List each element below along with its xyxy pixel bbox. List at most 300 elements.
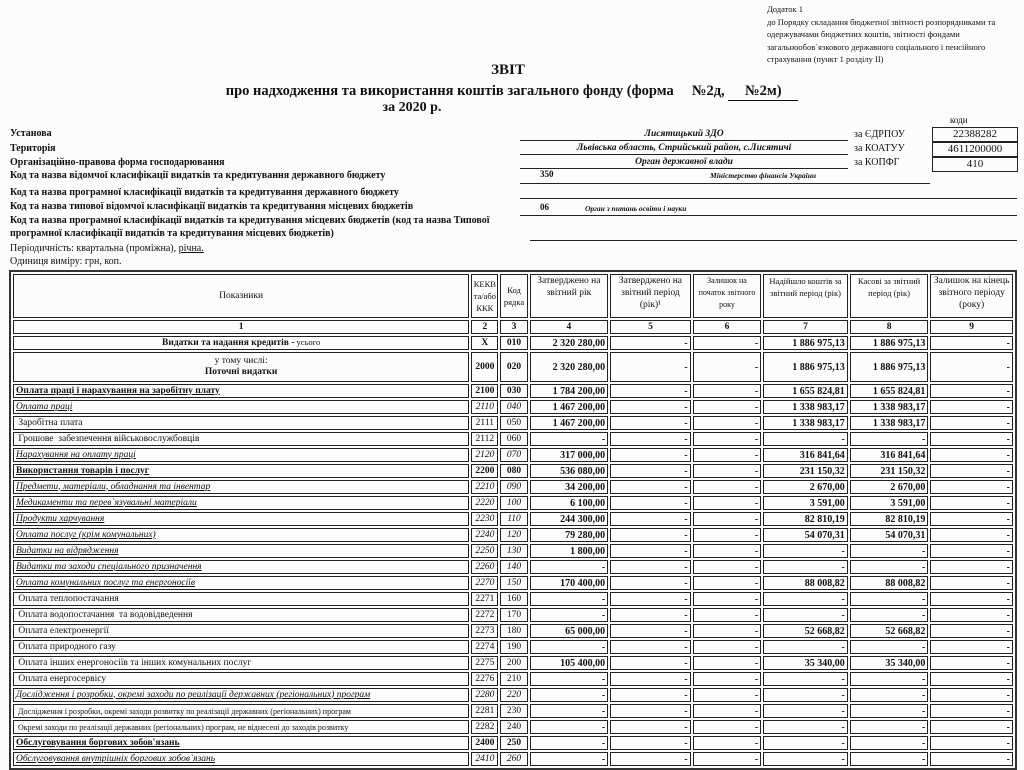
row-kekv: 2112 (471, 432, 498, 446)
row-indicator-name (13, 704, 469, 718)
row-value-cash: 35 340,00 (850, 656, 929, 670)
row-value-balance-end (930, 704, 1013, 718)
empty-dash: - (754, 497, 759, 509)
row-name-text: Оплата праці (16, 401, 73, 412)
col-number: 7 (763, 320, 848, 334)
row-kekv: 2100 (471, 384, 498, 398)
table-row (13, 752, 1013, 766)
empty-dash: - (684, 481, 688, 493)
row-value-received (763, 560, 848, 574)
empty-dash: - (922, 641, 926, 653)
row-value-cash: 1 338 983,17 (850, 416, 929, 430)
empty-dash: - (841, 721, 845, 733)
row-value-approved-period (610, 384, 691, 398)
kopfg-code: 410 (932, 157, 1018, 172)
row-value-balance-start (693, 640, 761, 654)
header-balance-end: Залишок на кінець звітного періоду (року) (930, 274, 1013, 318)
row-name-text: Оплата водопостачання та водовідведення (16, 609, 193, 620)
row-value-approved-year (530, 736, 609, 750)
row-value-balance-start (693, 336, 761, 350)
empty-dash: - (754, 577, 759, 589)
row-name-text: Обслуговування боргових зобов'язань (16, 737, 180, 748)
row-name-text: Дослідження і розробки, окремі заходи розвитку по реалізації державних (регіональних) програм (16, 706, 351, 716)
row-value-balance-start (693, 608, 761, 622)
codes-label: коди (950, 115, 968, 125)
empty-dash: - (1006, 449, 1010, 461)
empty-dash: - (841, 641, 845, 653)
row-kekv: 2230 (471, 512, 498, 526)
empty-dash: - (1006, 673, 1010, 685)
empty-dash: - (922, 561, 926, 573)
row-value-received: 82 810,19 (763, 512, 848, 526)
row-value-cash: 52 668,82 (850, 624, 929, 638)
row-value-received: 1 338 983,17 (763, 400, 848, 414)
row-value-balance-end (930, 432, 1013, 446)
row-kekv: 2210 (471, 480, 498, 494)
row-value-cash: 1 655 824,81 (850, 384, 929, 398)
appendix-line: одержувачами бюджетних коштів, звітності фондами (767, 29, 960, 39)
row-value-approved-year (530, 672, 609, 686)
row-value-approved-year (530, 688, 609, 702)
row-kekv: 2110 (471, 400, 498, 414)
row-value-cash (850, 640, 929, 654)
empty-dash: - (1006, 561, 1010, 573)
row-kekv: 2400 (471, 736, 498, 750)
empty-dash: - (684, 385, 688, 397)
table-row (13, 432, 1013, 446)
row-kekv: 2273 (471, 624, 498, 638)
row-value-balance-end (930, 672, 1013, 686)
row-value-received: 1 886 975,13 (763, 336, 848, 350)
row-value-balance-start (693, 512, 761, 526)
empty-dash: - (841, 545, 845, 557)
header-approved-year: Затверджено на звітний рік (530, 274, 609, 318)
row-value-cash: 231 150,32 (850, 464, 929, 478)
row-value-received: 52 668,82 (763, 624, 848, 638)
row-value-received (763, 608, 848, 622)
table-header-row (13, 274, 1013, 318)
empty-dash: - (684, 449, 688, 461)
empty-dash: - (1006, 545, 1010, 557)
row-value-received (763, 592, 848, 606)
empty-dash: - (1006, 529, 1010, 541)
empty-dash: - (841, 561, 845, 573)
row-value-balance-end (930, 656, 1013, 670)
row-value-approved-period (610, 640, 691, 654)
table-row (13, 400, 1013, 414)
row-value-approved-period (610, 448, 691, 462)
row-value-cash: 54 070,31 (850, 528, 929, 542)
empty-dash: - (754, 673, 759, 685)
row-code: 070 (500, 448, 527, 462)
row-value-balance-start (693, 544, 761, 558)
row-code: 210 (500, 672, 527, 686)
row-code: 140 (500, 560, 527, 574)
row-code: 050 (500, 416, 527, 430)
row-kekv: 2240 (471, 528, 498, 542)
row-indicator-name (13, 400, 469, 414)
empty-dash: - (754, 385, 759, 397)
row-value-cash (850, 608, 929, 622)
row-value-approved-period (610, 496, 691, 510)
row-kekv: 2120 (471, 448, 498, 462)
row-kekv: 2281 (471, 704, 498, 718)
row-value-approved-period (610, 544, 691, 558)
row-value-balance-start (693, 672, 761, 686)
empty-dash: - (1006, 433, 1010, 445)
row-indicator-name (13, 624, 469, 638)
table-row (13, 656, 1013, 670)
table-row (13, 352, 1013, 382)
row-name-text: Медикаменти та перев`язувальні матеріали (16, 497, 197, 508)
report-subtitle-text: про надходження та використання коштів загального фонду (форма (225, 83, 674, 99)
periodicity-prefix: Періодичність: квартальна (проміжна), (10, 243, 179, 254)
row-name-text: Заробітна плата (16, 417, 83, 428)
row-code: 100 (500, 496, 527, 510)
empty-dash: - (754, 401, 759, 413)
row-indicator-name (13, 736, 469, 750)
row-value-received (763, 720, 848, 734)
row-value-balance-start (693, 736, 761, 750)
row-kekv: 2250 (471, 544, 498, 558)
empty-dash: - (1006, 753, 1010, 765)
row-value-cash (850, 432, 929, 446)
row-value-approved-period (610, 608, 691, 622)
row-value-cash (850, 688, 929, 702)
appendix-line: страхування (пункт 1 розділу II) (767, 54, 884, 64)
row-value-balance-end (930, 592, 1013, 606)
col-number: 9 (930, 320, 1013, 334)
empty-dash: - (922, 545, 926, 557)
empty-dash: - (601, 689, 606, 701)
row-value-approved-period (610, 416, 691, 430)
row-name-text: Обслуговування внутрішніх боргових зобов`язань (16, 753, 216, 764)
row-value-balance-end (930, 608, 1013, 622)
row-value-cash (850, 544, 929, 558)
header-kekv: КЕКВ та/або ККК (471, 274, 498, 318)
row-value-approved-period (610, 352, 691, 382)
row-name-prefix: у тому числі: (214, 356, 268, 366)
row-name-text: Оплата теплопостачання (16, 593, 119, 604)
row-indicator-name (13, 688, 469, 702)
row-value-balance-start (693, 384, 761, 398)
column-number-row (13, 320, 1013, 334)
empty-dash: - (754, 609, 759, 621)
row-value-cash: 3 591,00 (850, 496, 929, 510)
row-code: 120 (500, 528, 527, 542)
row-kekv: 2275 (471, 656, 498, 670)
row-value-received: 88 008,82 (763, 576, 848, 590)
row-value-approved-period (610, 432, 691, 446)
row-code: 170 (500, 608, 527, 622)
row-value-balance-end (930, 464, 1013, 478)
empty-dash: - (601, 433, 606, 445)
row-value-received: 1 886 975,13 (763, 352, 848, 382)
row-code: 040 (500, 400, 527, 414)
row-value-received: 2 670,00 (763, 480, 848, 494)
empty-dash: - (841, 737, 845, 749)
appendix-note (767, 3, 1017, 66)
empty-dash: - (601, 673, 606, 685)
empty-dash: - (754, 689, 759, 701)
empty-dash: - (684, 577, 688, 589)
row-indicator-name (13, 720, 469, 734)
row-value-approved-period (610, 592, 691, 606)
empty-dash: - (1006, 641, 1010, 653)
row-indicator-name (13, 384, 469, 398)
row-value-cash (850, 672, 929, 686)
institution-label: Установа (10, 128, 52, 139)
row-value-balance-start (693, 480, 761, 494)
row-code: 200 (500, 656, 527, 670)
row-value-balance-start (693, 416, 761, 430)
empty-dash: - (601, 641, 606, 653)
empty-dash: - (1006, 337, 1010, 349)
empty-dash: - (684, 417, 688, 429)
row-value-balance-start (693, 624, 761, 638)
row-value-received (763, 672, 848, 686)
row-value-received (763, 544, 848, 558)
row-code: 010 (500, 336, 527, 350)
empty-dash: - (684, 337, 688, 349)
row-value-balance-start (693, 496, 761, 510)
empty-dash: - (1006, 401, 1010, 413)
empty-dash: - (754, 737, 759, 749)
row-name-text: Оплата комунальних послуг та енергоносіїв (16, 577, 196, 588)
row-value-approved-period (610, 720, 691, 734)
empty-dash: - (1006, 417, 1010, 429)
empty-dash: - (1006, 737, 1010, 749)
row-kekv: 2410 (471, 752, 498, 766)
row-value-balance-start (693, 352, 761, 382)
empty-dash: - (922, 433, 926, 445)
empty-dash: - (684, 593, 688, 605)
empty-dash: - (684, 673, 688, 685)
row-value-balance-end (930, 576, 1013, 590)
row-value-balance-start (693, 720, 761, 734)
row-indicator-name (13, 480, 469, 494)
header-cash: Касові за звітний період (рік) (850, 274, 929, 318)
row-value-balance-start (693, 448, 761, 462)
row-code: 080 (500, 464, 527, 478)
empty-dash: - (754, 337, 759, 349)
table-row (13, 496, 1013, 510)
koatuu-label: за КОАТУУ (854, 143, 905, 154)
empty-dash: - (1006, 721, 1010, 733)
row-value-approved-period (610, 560, 691, 574)
row-code: 060 (500, 432, 527, 446)
empty-dash: - (922, 689, 926, 701)
edrpou-label: за ЄДРПОУ (854, 129, 905, 140)
row-value-approved-year: 317 000,00 (530, 448, 609, 462)
row-value-balance-start (693, 704, 761, 718)
row-value-cash: 88 008,82 (850, 576, 929, 590)
row-code: 190 (500, 640, 527, 654)
row-value-approved-year (530, 592, 609, 606)
row-value-cash (850, 560, 929, 574)
empty-dash: - (1006, 689, 1010, 701)
table-row (13, 704, 1013, 718)
empty-dash: - (684, 689, 688, 701)
empty-dash: - (684, 625, 688, 637)
empty-dash: - (1006, 361, 1010, 373)
row-value-balance-start (693, 432, 761, 446)
row-indicator-name (13, 576, 469, 590)
row-value-balance-end (930, 752, 1013, 766)
row-kekv: 2220 (471, 496, 498, 510)
legal-form-value: Орган державної влади (520, 156, 848, 169)
row-kekv: 2272 (471, 608, 498, 622)
col-number: 6 (693, 320, 761, 334)
row-value-approved-period (610, 624, 691, 638)
empty-dash: - (754, 705, 759, 717)
table-row (13, 512, 1013, 526)
table-row (13, 608, 1013, 622)
row-value-received (763, 688, 848, 702)
prog-class-state-label: Код та назва програмної класифікації видатків та кредитування державного бюджету (10, 187, 399, 198)
row-value-received (763, 704, 848, 718)
empty-dash: - (684, 721, 688, 733)
empty-dash: - (922, 721, 926, 733)
periodicity-value: річна. (178, 243, 204, 254)
row-value-received: 3 591,00 (763, 496, 848, 510)
prog-class-state-line (520, 198, 1017, 199)
row-value-approved-year: 79 280,00 (530, 528, 609, 542)
empty-dash: - (1006, 481, 1010, 493)
row-value-approved-year (530, 752, 609, 766)
row-code: 110 (500, 512, 527, 526)
table-row (13, 688, 1013, 702)
empty-dash: - (754, 561, 759, 573)
row-value-approved-year (530, 640, 609, 654)
table-row (13, 480, 1013, 494)
row-value-approved-year (530, 704, 609, 718)
row-value-balance-end (930, 688, 1013, 702)
row-name-text: Поточні видатки (204, 367, 278, 377)
dept-class-state-code: 350 (540, 169, 554, 179)
col-number: 2 (471, 320, 498, 334)
row-value-approved-period (610, 576, 691, 590)
row-value-balance-start (693, 400, 761, 414)
row-value-approved-year (530, 432, 609, 446)
empty-dash: - (754, 641, 759, 653)
empty-dash: - (754, 417, 759, 429)
empty-dash: - (754, 625, 759, 637)
prog-class-local-line (530, 240, 1017, 241)
row-value-approved-year: 1 800,00 (530, 544, 609, 558)
row-value-cash (850, 752, 929, 766)
row-value-received (763, 432, 848, 446)
row-value-balance-start (693, 576, 761, 590)
table-row (13, 624, 1013, 638)
unit-label: Одиниця виміру: грн, коп. (10, 256, 122, 267)
row-name-text: Видатки та надання кредитів - (162, 338, 295, 348)
row-name-text: Оплата праці і нарахування на заробітну плату (16, 385, 220, 396)
row-value-cash: 82 810,19 (850, 512, 929, 526)
empty-dash: - (841, 705, 845, 717)
row-kekv: 2276 (471, 672, 498, 686)
row-indicator-name (13, 528, 469, 542)
row-value-approved-period (610, 464, 691, 478)
typical-dept-local-code: 06 (540, 202, 549, 212)
row-value-cash: 2 670,00 (850, 480, 929, 494)
empty-dash: - (1006, 465, 1010, 477)
row-indicator-name (13, 432, 469, 446)
empty-dash: - (684, 737, 688, 749)
empty-dash: - (754, 545, 759, 557)
empty-dash: - (684, 657, 688, 669)
empty-dash: - (684, 497, 688, 509)
row-value-received: 316 841,64 (763, 448, 848, 462)
empty-dash: - (601, 721, 606, 733)
empty-dash: - (684, 705, 688, 717)
empty-dash: - (754, 465, 759, 477)
empty-dash: - (684, 641, 688, 653)
row-value-balance-end (930, 544, 1013, 558)
row-value-approved-period (610, 400, 691, 414)
row-code: 230 (500, 704, 527, 718)
form-2m: №2м) (728, 83, 798, 101)
row-code: 220 (500, 688, 527, 702)
row-value-balance-start (693, 528, 761, 542)
row-indicator-name (13, 608, 469, 622)
row-value-approved-year: 2 320 280,00 (530, 336, 609, 350)
row-name-text: Оплата інших енергоносіїв та інших комунальних послуг (16, 657, 252, 668)
empty-dash: - (922, 737, 926, 749)
row-code: 150 (500, 576, 527, 590)
row-kekv: 2260 (471, 560, 498, 574)
empty-dash: - (922, 705, 926, 717)
row-kekv: 2271 (471, 592, 498, 606)
row-value-balance-start (693, 592, 761, 606)
table-row (13, 560, 1013, 574)
row-value-balance-end (930, 400, 1013, 414)
empty-dash: - (601, 705, 606, 717)
appendix-line: загальнообов`язкового державного соціального і пенсійного (767, 41, 986, 52)
row-code: 160 (500, 592, 527, 606)
row-value-approved-period (610, 704, 691, 718)
table-row (13, 592, 1013, 606)
row-value-balance-end (930, 528, 1013, 542)
empty-dash: - (684, 529, 688, 541)
row-code: 180 (500, 624, 527, 638)
row-name-text: Продукти харчування (16, 513, 105, 524)
row-value-approved-period (610, 736, 691, 750)
prog-class-local-label-2: програмної класифікації видатків та кредитування місцевих бюджетів) (10, 228, 334, 239)
table-row (13, 416, 1013, 430)
row-indicator-name (13, 656, 469, 670)
row-value-approved-period (610, 512, 691, 526)
empty-dash: - (922, 673, 926, 685)
row-indicator-name (13, 416, 469, 430)
empty-dash: - (754, 433, 759, 445)
row-value-received (763, 752, 848, 766)
col-number: 8 (850, 320, 929, 334)
row-value-balance-start (693, 752, 761, 766)
empty-dash: - (754, 753, 759, 765)
row-value-received (763, 736, 848, 750)
report-subtitle (0, 83, 1024, 101)
row-indicator-name (13, 752, 469, 766)
header-approved-period: Затверджено на звітний період (рік)¹ (610, 274, 691, 318)
row-kekv: 2111 (471, 416, 498, 430)
table-row (13, 576, 1013, 590)
row-code: 030 (500, 384, 527, 398)
empty-dash: - (754, 721, 759, 733)
row-value-cash (850, 592, 929, 606)
row-value-approved-period (610, 672, 691, 686)
row-value-cash: 1 886 975,13 (850, 352, 929, 382)
